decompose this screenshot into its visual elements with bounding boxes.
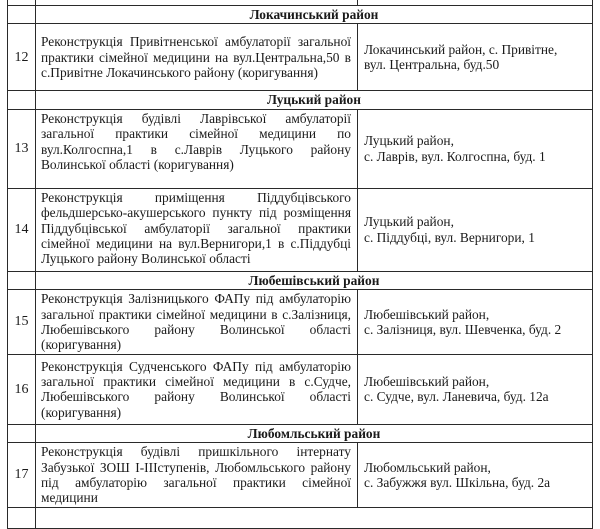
object-address <box>358 109 593 188</box>
address-line: Любешівський район, <box>364 373 490 389</box>
num-cell <box>8 507 36 528</box>
district-title: Любомльський район <box>36 424 593 442</box>
row-number: 17 <box>8 443 36 508</box>
address-line: Любомльський район, <box>364 459 491 475</box>
num-cell <box>8 91 36 109</box>
table-row <box>8 354 593 424</box>
object-name: Реконструкція Привітненської амбулаторії загальної практики сімейної медицини на вул.Центральна,50 в с.Привітне Локачинського району (коригування) <box>36 24 358 91</box>
table-row <box>8 290 593 355</box>
address-line: Любешівський район, <box>364 306 490 322</box>
address-line: с. Піддубці, вул. Вернигори, 1 <box>364 229 535 245</box>
address-line: Луцький район, <box>364 133 454 149</box>
district-title: Локачинський район <box>36 6 593 24</box>
district-header-row <box>8 91 593 109</box>
district-header-row <box>8 424 593 442</box>
row-number: 12 <box>8 24 36 91</box>
table-row <box>8 188 593 271</box>
district-header-row <box>8 271 593 289</box>
object-address <box>358 290 593 355</box>
object-name: Реконструкція будівлі пришкільного інтернату Забузької ЗОШ І-ІІІступенів, Любомльського району під амбулаторію загальної практики сімейної медицини <box>36 443 358 508</box>
num-cell <box>8 271 36 289</box>
table-row <box>8 109 593 188</box>
address-line: с. Забужжя вул. Шкільна, буд. 2а <box>364 475 551 491</box>
address-line: с. Залізниця, вул. Шевченка, буд. 2 <box>364 322 562 338</box>
district-title: Любешівський район <box>36 271 593 289</box>
object-name: Реконструкція Залізницького ФАПу під амбулаторію загальної практики сімейної медицини в с.Залізниця, Любешівського району Волинської області (коригування) <box>36 290 358 355</box>
address-line: с. Судче, вул. Ланевича, буд. 12а <box>364 389 549 405</box>
num-cell <box>8 6 36 24</box>
row-number: 16 <box>8 354 36 424</box>
object-name: Реконструкція Судченського ФАПу під амбулаторію загальної практики сімейної медицини в с.Судче, Любешівського району Волинської області (коригування) <box>36 354 358 424</box>
row-number: 15 <box>8 290 36 355</box>
table-row <box>8 443 593 508</box>
num-cell <box>8 424 36 442</box>
address-line: с. Лаврів, вул. Колгоспна, буд. 1 <box>364 148 546 164</box>
object-address <box>358 354 593 424</box>
object-address <box>358 188 593 271</box>
table-row <box>8 24 593 91</box>
address-line: вул. Центральна, буд.50 <box>364 57 500 73</box>
district-title: Луцький район <box>36 91 593 109</box>
object-address <box>358 443 593 508</box>
name-cell <box>36 507 593 528</box>
row-number: 13 <box>8 109 36 188</box>
objects-table <box>7 0 593 529</box>
table-row-partial-bottom <box>8 507 593 528</box>
row-number: 14 <box>8 188 36 271</box>
object-name: Реконструкція приміщення Піддубцівського фельдшерсько-акушерського пункту під розміщення Піддубцівської амбулаторії загальної практики сімейної медицини на вул.Вернигори,1 в с.Піддубці Луцького району Волинської області <box>36 188 358 271</box>
district-header-row <box>8 6 593 24</box>
address-line: Луцький район, <box>364 214 454 230</box>
object-address <box>358 24 593 91</box>
address-line: Локачинський район, с. Привітне, <box>364 42 558 57</box>
object-name: Реконструкція будівлі Лаврівської амбулаторії загальної практики сімейної медицини по вул.Колгоспна,1 в с.Лаврів Луцького району Волинської області (коригування) <box>36 109 358 188</box>
